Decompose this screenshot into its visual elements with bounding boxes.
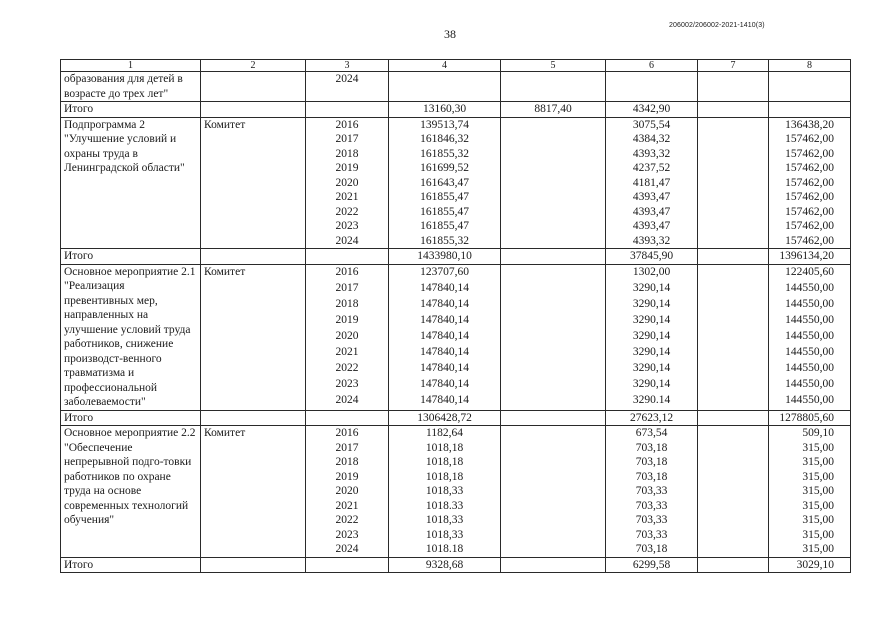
responsible-executor: Комитет bbox=[201, 117, 306, 249]
total-amount-cell: 1433980,10 bbox=[389, 249, 501, 265]
federal-budget-cell bbox=[501, 234, 606, 249]
other-sources-cell: 157462,00 bbox=[769, 234, 851, 249]
year-cell: 2018 bbox=[306, 297, 389, 313]
federal-budget-cell bbox=[501, 455, 606, 470]
regional-budget-cell: 3075,54 bbox=[606, 117, 698, 132]
federal-budget-cell bbox=[501, 329, 606, 345]
federal-budget-cell bbox=[501, 513, 606, 528]
local-budget-cell bbox=[698, 72, 769, 102]
total-other-cell: 1278805,60 bbox=[769, 410, 851, 426]
regional-budget-cell: 4181,47 bbox=[606, 176, 698, 191]
total-amount-cell: 161846,32 bbox=[389, 132, 501, 147]
other-sources-cell: 509,10 bbox=[769, 426, 851, 441]
total-federal-cell bbox=[501, 557, 606, 573]
year-cell: 2019 bbox=[306, 470, 389, 485]
year-cell: 2023 bbox=[306, 219, 389, 234]
total-amount-cell: 161855,32 bbox=[389, 234, 501, 249]
local-budget-cell bbox=[698, 528, 769, 543]
year-cell: 2020 bbox=[306, 329, 389, 345]
local-budget-cell bbox=[698, 361, 769, 377]
federal-budget-cell bbox=[501, 219, 606, 234]
budget-table bbox=[60, 59, 851, 573]
other-sources-cell: 315,00 bbox=[769, 484, 851, 499]
year-cell: 2021 bbox=[306, 190, 389, 205]
table-body bbox=[61, 60, 851, 573]
regional-budget-cell: 4237,52 bbox=[606, 161, 698, 176]
total-amount-cell: 147840,14 bbox=[389, 313, 501, 329]
year-cell: 2021 bbox=[306, 499, 389, 514]
total-amount-cell: 139513,74 bbox=[389, 117, 501, 132]
regional-budget-cell: 4384,32 bbox=[606, 132, 698, 147]
local-budget-cell bbox=[698, 313, 769, 329]
local-budget-cell bbox=[698, 147, 769, 162]
total-amount-cell: 1018,18 bbox=[389, 470, 501, 485]
federal-budget-cell bbox=[501, 361, 606, 377]
total-amount-cell: 1182,64 bbox=[389, 426, 501, 441]
other-sources-cell: 315,00 bbox=[769, 499, 851, 514]
local-budget-cell bbox=[698, 117, 769, 132]
column-number-row bbox=[61, 60, 851, 72]
total-row bbox=[61, 102, 851, 118]
year-cell: 2016 bbox=[306, 426, 389, 441]
program-name: Подпрограмма 2 "Улучшение условий и охраны труда в Ленинградской области" bbox=[61, 117, 201, 249]
local-budget-cell bbox=[698, 441, 769, 456]
total-regional-cell: 4342,90 bbox=[606, 102, 698, 118]
other-sources-cell: 157462,00 bbox=[769, 190, 851, 205]
other-sources-cell: 136438,20 bbox=[769, 117, 851, 132]
year-cell: 2017 bbox=[306, 441, 389, 456]
local-budget-cell bbox=[698, 426, 769, 441]
federal-budget-cell bbox=[501, 470, 606, 485]
column-number: 5 bbox=[501, 60, 606, 72]
other-sources-cell: 144550,00 bbox=[769, 297, 851, 313]
total-amount-cell: 1018,18 bbox=[389, 441, 501, 456]
year-cell: 2024 bbox=[306, 234, 389, 249]
regional-budget-cell: 3290,14 bbox=[606, 281, 698, 297]
total-amount-cell: 147840,14 bbox=[389, 281, 501, 297]
total-regional-cell: 6299,58 bbox=[606, 557, 698, 573]
other-sources-cell: 315,00 bbox=[769, 542, 851, 557]
other-sources-cell: 144550,00 bbox=[769, 329, 851, 345]
program-name: образования для детей в возрасте до трех лет" bbox=[61, 72, 201, 102]
federal-budget-cell bbox=[501, 176, 606, 191]
local-budget-cell bbox=[698, 176, 769, 191]
federal-budget-cell bbox=[501, 499, 606, 514]
federal-budget-cell bbox=[501, 484, 606, 499]
local-budget-cell bbox=[698, 393, 769, 410]
responsible-executor bbox=[201, 72, 306, 102]
regional-budget-cell: 703,33 bbox=[606, 484, 698, 499]
year-cell: 2019 bbox=[306, 161, 389, 176]
year-row bbox=[61, 264, 851, 281]
year-cell: 2024 bbox=[306, 72, 389, 102]
column-number: 4 bbox=[389, 60, 501, 72]
other-sources-cell: 157462,00 bbox=[769, 219, 851, 234]
year-cell: 2018 bbox=[306, 455, 389, 470]
federal-budget-cell bbox=[501, 426, 606, 441]
total-year-cell bbox=[306, 249, 389, 265]
total-amount-cell: 123707,60 bbox=[389, 264, 501, 281]
total-other-cell bbox=[769, 102, 851, 118]
year-cell: 2022 bbox=[306, 205, 389, 220]
regional-budget-cell: 703,33 bbox=[606, 528, 698, 543]
local-budget-cell bbox=[698, 161, 769, 176]
other-sources-cell: 315,00 bbox=[769, 513, 851, 528]
federal-budget-cell bbox=[501, 190, 606, 205]
total-amount-cell: 147840,14 bbox=[389, 361, 501, 377]
year-cell: 2018 bbox=[306, 147, 389, 162]
regional-budget-cell: 4393,32 bbox=[606, 147, 698, 162]
total-row bbox=[61, 249, 851, 265]
total-amount-cell: 1018,33 bbox=[389, 513, 501, 528]
total-year-cell bbox=[306, 102, 389, 118]
total-amount-cell: 147840,14 bbox=[389, 393, 501, 410]
total-amount-cell: 161855,47 bbox=[389, 219, 501, 234]
other-sources-cell: 144550,00 bbox=[769, 281, 851, 297]
column-number: 1 bbox=[61, 60, 201, 72]
total-other-cell: 1396134,20 bbox=[769, 249, 851, 265]
federal-budget-cell bbox=[501, 264, 606, 281]
local-budget-cell bbox=[698, 219, 769, 234]
column-number: 7 bbox=[698, 60, 769, 72]
local-budget-cell bbox=[698, 297, 769, 313]
responsible-executor: Комитет bbox=[201, 426, 306, 558]
total-federal-cell bbox=[501, 249, 606, 265]
other-sources-cell bbox=[769, 72, 851, 102]
other-sources-cell: 315,00 bbox=[769, 441, 851, 456]
total-row bbox=[61, 557, 851, 573]
other-sources-cell: 157462,00 bbox=[769, 176, 851, 191]
local-budget-cell bbox=[698, 470, 769, 485]
column-number: 3 bbox=[306, 60, 389, 72]
column-number: 2 bbox=[201, 60, 306, 72]
total-local-cell bbox=[698, 102, 769, 118]
federal-budget-cell bbox=[501, 542, 606, 557]
local-budget-cell bbox=[698, 132, 769, 147]
other-sources-cell: 315,00 bbox=[769, 528, 851, 543]
total-other-cell: 3029,10 bbox=[769, 557, 851, 573]
column-number: 6 bbox=[606, 60, 698, 72]
regional-budget-cell: 4393,32 bbox=[606, 234, 698, 249]
regional-budget-cell: 3290,14 bbox=[606, 297, 698, 313]
total-owner-cell bbox=[201, 557, 306, 573]
year-row bbox=[61, 426, 851, 441]
total-local-cell bbox=[698, 557, 769, 573]
federal-budget-cell bbox=[501, 441, 606, 456]
total-amount-cell: 1018.18 bbox=[389, 542, 501, 557]
year-cell: 2023 bbox=[306, 377, 389, 393]
total-amount-cell: 13160,30 bbox=[389, 102, 501, 118]
regional-budget-cell: 703,33 bbox=[606, 513, 698, 528]
other-sources-cell: 157462,00 bbox=[769, 132, 851, 147]
total-label: Итого bbox=[61, 102, 201, 118]
local-budget-cell bbox=[698, 234, 769, 249]
total-federal-cell bbox=[501, 410, 606, 426]
federal-budget-cell bbox=[501, 132, 606, 147]
local-budget-cell bbox=[698, 345, 769, 361]
local-budget-cell bbox=[698, 329, 769, 345]
local-budget-cell bbox=[698, 190, 769, 205]
year-cell: 2019 bbox=[306, 313, 389, 329]
year-cell: 2016 bbox=[306, 117, 389, 132]
local-budget-cell bbox=[698, 542, 769, 557]
column-number: 8 bbox=[769, 60, 851, 72]
total-amount-cell: 1306428,72 bbox=[389, 410, 501, 426]
regional-budget-cell: 703,18 bbox=[606, 441, 698, 456]
total-amount-cell: 161855,32 bbox=[389, 147, 501, 162]
document-code: 206002/206002-2021-1410(3) bbox=[669, 22, 765, 29]
total-amount-cell: 147840,14 bbox=[389, 377, 501, 393]
regional-budget-cell: 4393,47 bbox=[606, 190, 698, 205]
year-cell: 2017 bbox=[306, 132, 389, 147]
local-budget-cell bbox=[698, 484, 769, 499]
total-amount-cell: 1018,18 bbox=[389, 455, 501, 470]
regional-budget-cell: 3290,14 bbox=[606, 313, 698, 329]
federal-budget-cell bbox=[501, 345, 606, 361]
local-budget-cell bbox=[698, 205, 769, 220]
regional-budget-cell: 4393,47 bbox=[606, 219, 698, 234]
year-cell: 2022 bbox=[306, 361, 389, 377]
year-cell: 2023 bbox=[306, 528, 389, 543]
local-budget-cell bbox=[698, 281, 769, 297]
year-cell: 2020 bbox=[306, 484, 389, 499]
other-sources-cell: 144550,00 bbox=[769, 345, 851, 361]
total-amount-cell: 147840,14 bbox=[389, 345, 501, 361]
federal-budget-cell bbox=[501, 297, 606, 313]
total-year-cell bbox=[306, 557, 389, 573]
local-budget-cell bbox=[698, 377, 769, 393]
regional-budget-cell: 3290.14 bbox=[606, 393, 698, 410]
total-amount-cell bbox=[389, 72, 501, 102]
total-owner-cell bbox=[201, 249, 306, 265]
program-name: Основное мероприятие 2.1 "Реализация превентивных мер, направленных на улучшение условий труда работников, снижение производст-венного травматизма и профессиональной заболеваемости" bbox=[61, 264, 201, 410]
regional-budget-cell: 3290,14 bbox=[606, 345, 698, 361]
total-local-cell bbox=[698, 249, 769, 265]
total-year-cell bbox=[306, 410, 389, 426]
local-budget-cell bbox=[698, 455, 769, 470]
other-sources-cell: 315,00 bbox=[769, 455, 851, 470]
total-label: Итого bbox=[61, 249, 201, 265]
total-amount-cell: 147840,14 bbox=[389, 297, 501, 313]
federal-budget-cell bbox=[501, 393, 606, 410]
regional-budget-cell: 673,54 bbox=[606, 426, 698, 441]
regional-budget-cell: 3290,14 bbox=[606, 361, 698, 377]
total-regional-cell: 37845,90 bbox=[606, 249, 698, 265]
other-sources-cell: 157462,00 bbox=[769, 205, 851, 220]
local-budget-cell bbox=[698, 264, 769, 281]
total-amount-cell: 161699,52 bbox=[389, 161, 501, 176]
program-name: Основное мероприятие 2.2 "Обеспечение непрерывной подго-товки работников по охране труда на основе современных технологий обучения" bbox=[61, 426, 201, 558]
total-regional-cell: 27623,12 bbox=[606, 410, 698, 426]
total-owner-cell bbox=[201, 410, 306, 426]
total-owner-cell bbox=[201, 102, 306, 118]
year-row bbox=[61, 117, 851, 132]
total-amount-cell: 161855,47 bbox=[389, 205, 501, 220]
local-budget-cell bbox=[698, 513, 769, 528]
year-cell: 2017 bbox=[306, 281, 389, 297]
total-amount-cell: 9328,68 bbox=[389, 557, 501, 573]
other-sources-cell: 144550,00 bbox=[769, 361, 851, 377]
total-row bbox=[61, 410, 851, 426]
other-sources-cell: 315,00 bbox=[769, 470, 851, 485]
other-sources-cell: 157462,00 bbox=[769, 161, 851, 176]
regional-budget-cell bbox=[606, 72, 698, 102]
other-sources-cell: 144550,00 bbox=[769, 313, 851, 329]
year-cell: 2021 bbox=[306, 345, 389, 361]
regional-budget-cell: 3290,14 bbox=[606, 377, 698, 393]
total-label: Итого bbox=[61, 410, 201, 426]
year-cell: 2020 bbox=[306, 176, 389, 191]
year-cell: 2022 bbox=[306, 513, 389, 528]
regional-budget-cell: 703,33 bbox=[606, 499, 698, 514]
total-amount-cell: 1018.33 bbox=[389, 499, 501, 514]
federal-budget-cell bbox=[501, 528, 606, 543]
federal-budget-cell bbox=[501, 161, 606, 176]
federal-budget-cell bbox=[501, 117, 606, 132]
regional-budget-cell: 1302,00 bbox=[606, 264, 698, 281]
federal-budget-cell bbox=[501, 72, 606, 102]
total-local-cell bbox=[698, 410, 769, 426]
federal-budget-cell bbox=[501, 281, 606, 297]
year-cell: 2024 bbox=[306, 393, 389, 410]
federal-budget-cell bbox=[501, 313, 606, 329]
responsible-executor: Комитет bbox=[201, 264, 306, 410]
year-cell: 2024 bbox=[306, 542, 389, 557]
regional-budget-cell: 4393,47 bbox=[606, 205, 698, 220]
total-amount-cell: 1018,33 bbox=[389, 484, 501, 499]
total-amount-cell: 161855,47 bbox=[389, 190, 501, 205]
total-label: Итого bbox=[61, 557, 201, 573]
year-cell: 2016 bbox=[306, 264, 389, 281]
regional-budget-cell: 3290,14 bbox=[606, 329, 698, 345]
other-sources-cell: 122405,60 bbox=[769, 264, 851, 281]
regional-budget-cell: 703,18 bbox=[606, 455, 698, 470]
total-amount-cell: 147840,14 bbox=[389, 329, 501, 345]
local-budget-cell bbox=[698, 499, 769, 514]
total-federal-cell: 8817,40 bbox=[501, 102, 606, 118]
other-sources-cell: 157462,00 bbox=[769, 147, 851, 162]
regional-budget-cell: 703,18 bbox=[606, 542, 698, 557]
regional-budget-cell: 703,18 bbox=[606, 470, 698, 485]
federal-budget-cell bbox=[501, 205, 606, 220]
page-number: 38 bbox=[444, 27, 456, 41]
total-amount-cell: 1018,33 bbox=[389, 528, 501, 543]
other-sources-cell: 144550,00 bbox=[769, 377, 851, 393]
federal-budget-cell bbox=[501, 377, 606, 393]
other-sources-cell: 144550,00 bbox=[769, 393, 851, 410]
year-row bbox=[61, 72, 851, 102]
federal-budget-cell bbox=[501, 147, 606, 162]
total-amount-cell: 161643,47 bbox=[389, 176, 501, 191]
